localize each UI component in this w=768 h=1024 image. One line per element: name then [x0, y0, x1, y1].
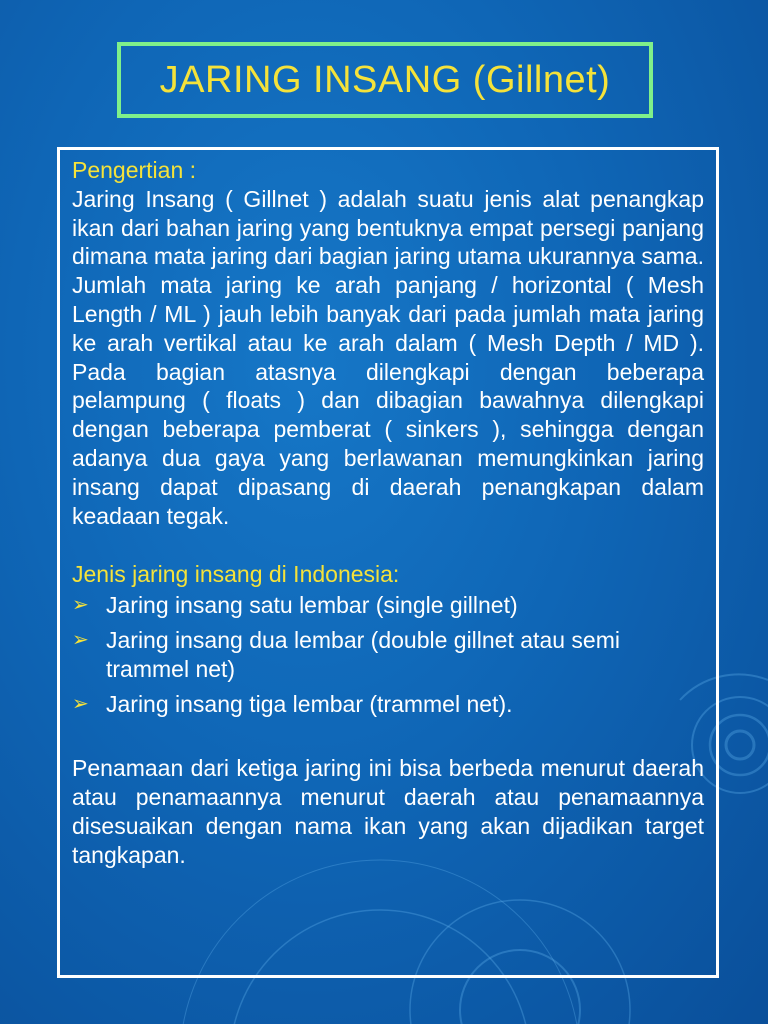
list-item-text: Jaring insang satu lembar (single gillnet) — [106, 592, 518, 619]
definition-paragraph: Jaring Insang ( Gillnet ) adalah suatu jenis alat penangkap ikan dari bahan jaring yang bentuknya empat persegi panjang dimana mata jaring dari bagian jaring utama ukurannya sama. Jumlah mata jaring ke arah panjang / horizontal ( Mesh Length / ML ) jauh lebih banyak dari pada jumlah mata jaring ke arah vertikal atau ke arah dalam ( Mesh Depth / MD ). Pada bagian atasnya dilengkapi dengan beberapa pelampung ( floats ) dan dibagian bawahnya dilengkapi dengan beberapa pemberat ( sinkers ), sehingga dengan adanya dua gaya yang berlawanan memungkinkan jaring insang dapat dipasang di daerah penangkapan dalam keadaan tegak. — [72, 185, 704, 529]
list-item-text: Jaring insang tiga lembar (trammel net). — [106, 690, 513, 717]
types-list — [72, 591, 704, 718]
arrow-bullet-icon: ➢ — [72, 628, 89, 651]
title-frame — [117, 42, 653, 118]
page-title: JARING INSANG (Gillnet) — [159, 58, 611, 101]
list-item — [72, 591, 704, 620]
definition-heading: Pengertian : — [72, 157, 197, 183]
arrow-bullet-icon: ➢ — [72, 692, 89, 715]
content-frame — [57, 147, 719, 978]
naming-paragraph: Penamaan dari ketiga jaring ini bisa berbeda menurut daerah atau penamaannya menurut daerah atau penamaannya disesuaikan dengan nama ikan yang akan dijadikan target tangkapan. — [72, 755, 704, 868]
types-heading: Jenis jaring insang di Indonesia: — [72, 561, 400, 588]
list-item — [72, 690, 704, 719]
arrow-bullet-icon: ➢ — [72, 594, 89, 617]
list-item — [72, 626, 704, 684]
list-item-text: Jaring insang dua lembar (double gillnet atau semi trammel net) — [106, 626, 620, 682]
spacer — [72, 724, 704, 754]
spacer — [72, 530, 704, 560]
